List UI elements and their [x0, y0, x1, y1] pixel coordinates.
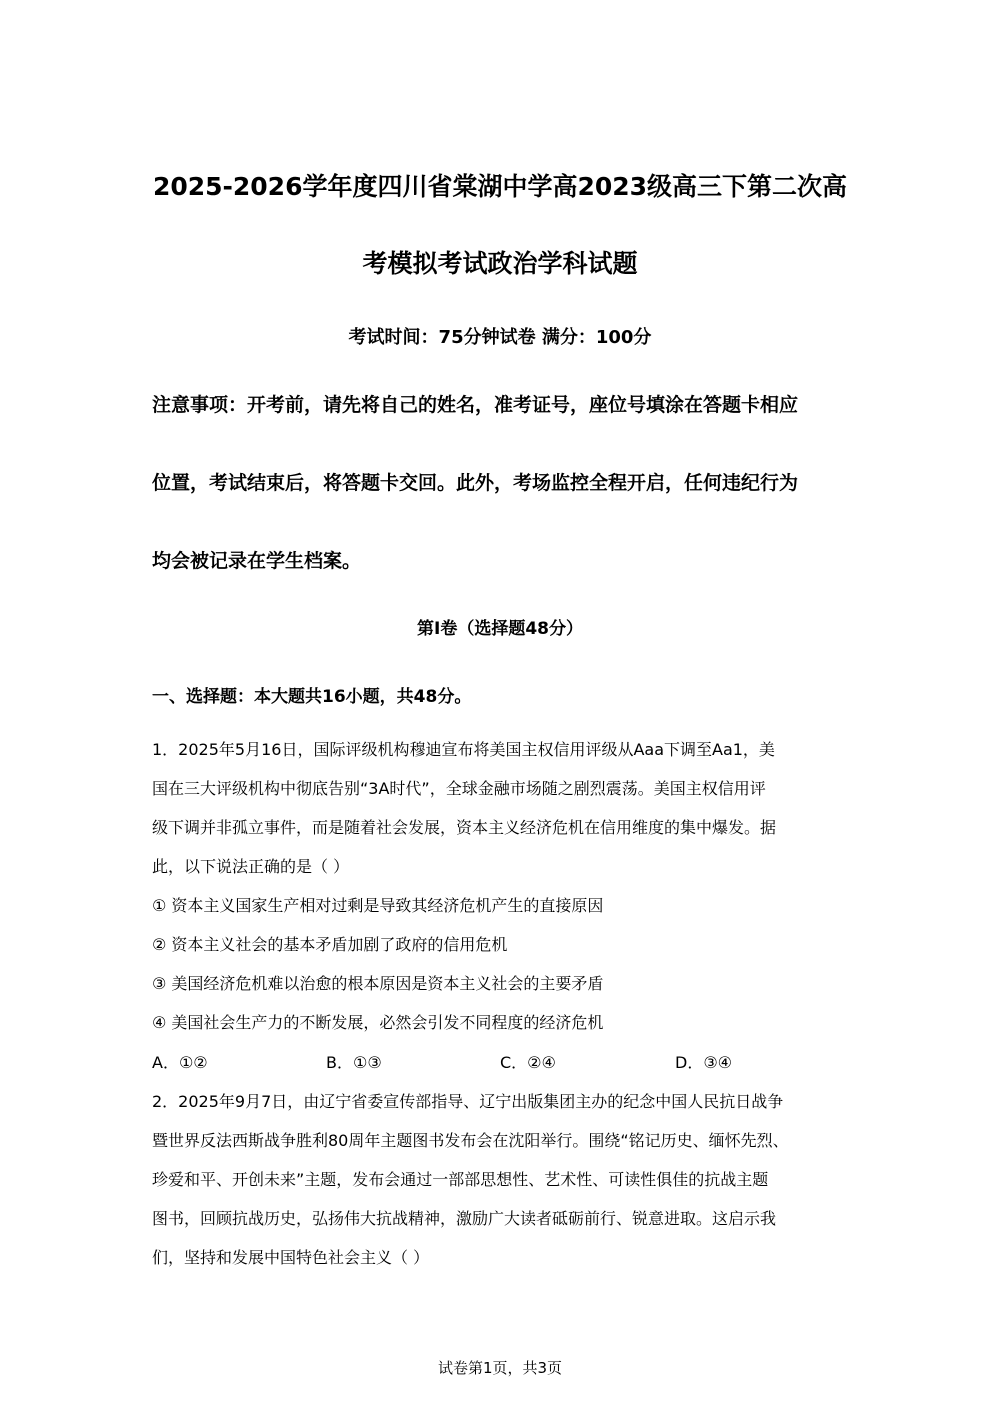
q1-stem-line: 国在三大评级机构中彻底告别“3A时代”，全球金融市场随之剧烈震荡。美国主权信用评 — [152, 779, 766, 798]
q2-stem-line: 珍爱和平、开创未来”主题，发布会通过一部部思想性、艺术性、可读性俱佳的抗战主题 — [152, 1170, 769, 1189]
q1-option-a: A．①② — [152, 1053, 208, 1072]
notice-line3: 均会被记录在学生档案。 — [152, 550, 362, 572]
q2-stem-line: 图书，回顾抗战历史，弘扬伟大抗战精神，激励广大读者砥砺前行、锐意进取。这启示我 — [152, 1209, 777, 1228]
q1-option-b: B．①③ — [326, 1053, 382, 1072]
q2-stem-line: 们，坚持和发展中国特色社会主义（ ） — [152, 1248, 430, 1267]
q1-stem-line: 此，以下说法正确的是（ ） — [152, 857, 350, 876]
exam-info: 考试时间：75分钟试卷 满分：100分 — [348, 327, 652, 348]
q1-statement: ③ 美国经济危机难以治愈的根本原因是资本主义社会的主要矛盾 — [152, 974, 604, 993]
q1-statement: ① 资本主义国家生产相对过剩是导致其经济危机产生的直接原因 — [152, 896, 604, 915]
q1-statement: ④ 美国社会生产力的不断发展，必然会引发不同程度的经济危机 — [152, 1013, 604, 1032]
q1-stem-line: 1．2025年5月16日，国际评级机构穆迪宣布将美国主权信用评级从Aaa下调至Aa1，美 — [152, 740, 775, 759]
q1-option-d: D．③④ — [675, 1053, 733, 1072]
q2-stem-line: 2．2025年9月7日，由辽宁省委宣传部指导、辽宁出版集团主办的纪念中国人民抗日战争 — [152, 1092, 784, 1111]
q1-statement: ② 资本主义社会的基本矛盾加剧了政府的信用危机 — [152, 935, 508, 954]
section-title: 一、选择题：本大题共16小题，共48分。 — [152, 687, 472, 707]
q1-option-c: C．②④ — [500, 1053, 556, 1072]
exam-title-line2: 考模拟考试政治学科试题 — [362, 249, 638, 278]
q2-stem-line: 暨世界反法西斯战争胜利80周年主题图书发布会在沈阳举行。围绕“铭记历史、缅怀先烈、 — [152, 1131, 789, 1150]
notice-line1: 注意事项：开考前，请先将自己的姓名，准考证号，座位号填涂在答题卡相应 — [152, 394, 799, 416]
q1-stem-line: 级下调并非孤立事件，而是随着社会发展，资本主义经济危机在信用维度的集中爆发。据 — [152, 818, 777, 837]
page-footer: 试卷第1页，共3页 — [437, 1359, 563, 1377]
volume-title: 第I卷（选择题48分） — [417, 619, 583, 639]
notice-line2: 位置，考试结束后，将答题卡交回。此外，考场监控全程开启，任何违纪行为 — [152, 472, 799, 494]
exam-title-line1: 2025-2026学年度四川省棠湖中学高2023级高三下第二次高 — [152, 172, 848, 201]
